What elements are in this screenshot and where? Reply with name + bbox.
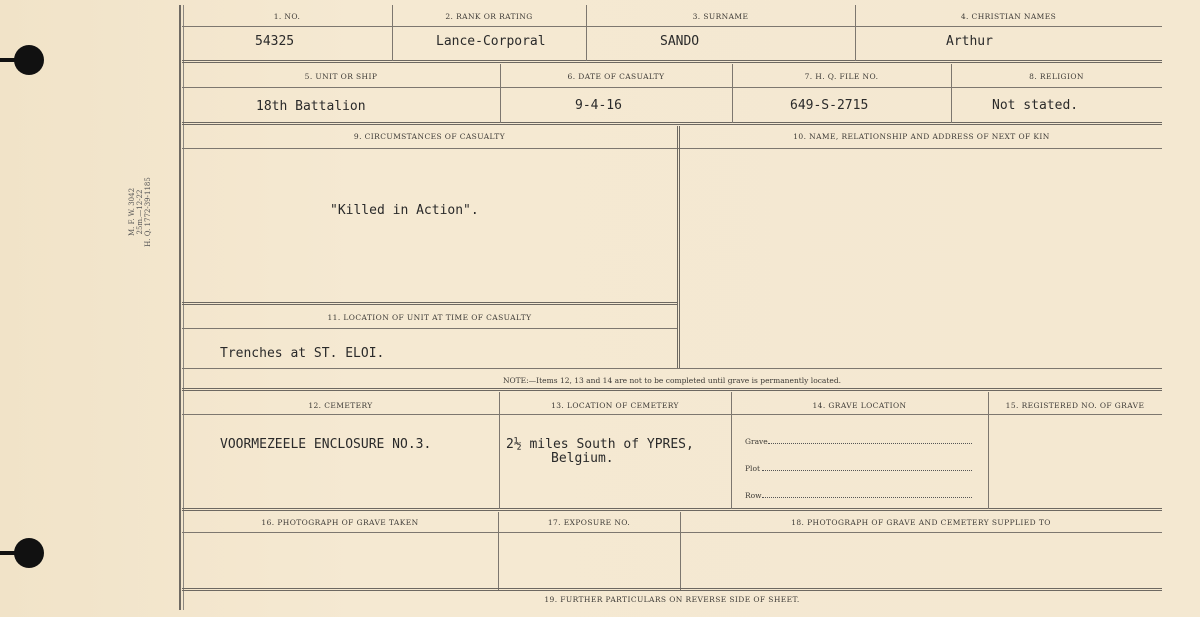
value-location-cemetery-line1: 2½ miles South of YPRES, bbox=[506, 437, 694, 452]
value-circumstances: "Killed in Action". bbox=[330, 203, 479, 218]
label-photo-supplied: 18. PHOTOGRAPH OF GRAVE AND CEMETERY SUPPLIED TO bbox=[791, 518, 1051, 527]
punch-hole-bottom bbox=[14, 538, 44, 568]
label-no: 1. NO. bbox=[273, 12, 301, 21]
row-field-label: Row bbox=[745, 491, 762, 500]
plot-field-label: Plot bbox=[745, 464, 760, 473]
value-location-unit: Trenches at ST. ELOI. bbox=[220, 346, 385, 361]
label-date-of-casualty: 6. DATE OF CASUALTY bbox=[567, 72, 665, 81]
value-christian-names: Arthur bbox=[946, 34, 993, 49]
value-unit: 18th Battalion bbox=[256, 99, 366, 114]
punch-hole-top bbox=[14, 45, 44, 75]
value-cemetery: VOORMEZEELE ENCLOSURE NO.3. bbox=[220, 437, 432, 452]
label-location-unit: 11. LOCATION OF UNIT AT TIME OF CASUALTY bbox=[327, 313, 532, 322]
value-location-cemetery-line2: Belgium. bbox=[551, 451, 614, 466]
value-rank: Lance-Corporal bbox=[436, 34, 546, 49]
label-location-cemetery: 13. LOCATION OF CEMETERY bbox=[551, 401, 679, 410]
label-unit: 5. UNIT OR SHIP bbox=[304, 72, 378, 81]
label-religion: 8. RELIGION bbox=[1029, 72, 1084, 81]
label-next-of-kin: 10. NAME, RELATIONSHIP AND ADDRESS OF NEXT OF KIN bbox=[793, 132, 1050, 141]
label-grave-location: 14. GRAVE LOCATION bbox=[812, 401, 907, 410]
footer-note: 19. FURTHER PARTICULARS ON REVERSE SIDE OF SHEET. bbox=[544, 595, 800, 604]
label-circumstances: 9. CIRCUMSTANCES OF CASUALTY bbox=[353, 132, 506, 141]
left-margin-rule bbox=[179, 5, 181, 610]
side-print bbox=[128, 162, 188, 262]
grave-field-line bbox=[768, 443, 972, 444]
side-print-line: 25m.—12-22 bbox=[136, 189, 144, 235]
label-rank: 2. RANK OR RATING bbox=[445, 12, 533, 21]
side-print-line: H. Q. 1772-39-1185 bbox=[144, 177, 152, 247]
value-no: 54325 bbox=[255, 34, 295, 49]
label-hq-file: 7. H. Q. FILE NO. bbox=[804, 72, 879, 81]
row-field-line bbox=[762, 497, 972, 498]
side-print-line: M. F. W. 3042 bbox=[128, 187, 136, 237]
value-date-of-casualty: 9-4-16 bbox=[575, 98, 622, 113]
plot-field-line bbox=[762, 470, 972, 471]
value-religion: Not stated. bbox=[992, 98, 1079, 113]
label-registered-no: 15. REGISTERED NO. OF GRAVE bbox=[1005, 401, 1145, 410]
label-surname: 3. SURNAME bbox=[692, 12, 749, 21]
label-cemetery: 12. CEMETERY bbox=[308, 401, 373, 410]
note-text: NOTE:—Items 12, 13 and 14 are not to be completed until grave is permanently located. bbox=[502, 376, 842, 385]
label-photo-taken: 16. PHOTOGRAPH OF GRAVE TAKEN bbox=[261, 518, 419, 527]
label-christian-names: 4. CHRISTIAN NAMES bbox=[960, 12, 1057, 21]
value-hq-file: 649-S-2715 bbox=[790, 98, 869, 113]
label-exposure: 17. EXPOSURE NO. bbox=[547, 518, 631, 527]
grave-field-label: Grave bbox=[745, 437, 768, 446]
value-surname: SANDO bbox=[660, 34, 700, 49]
